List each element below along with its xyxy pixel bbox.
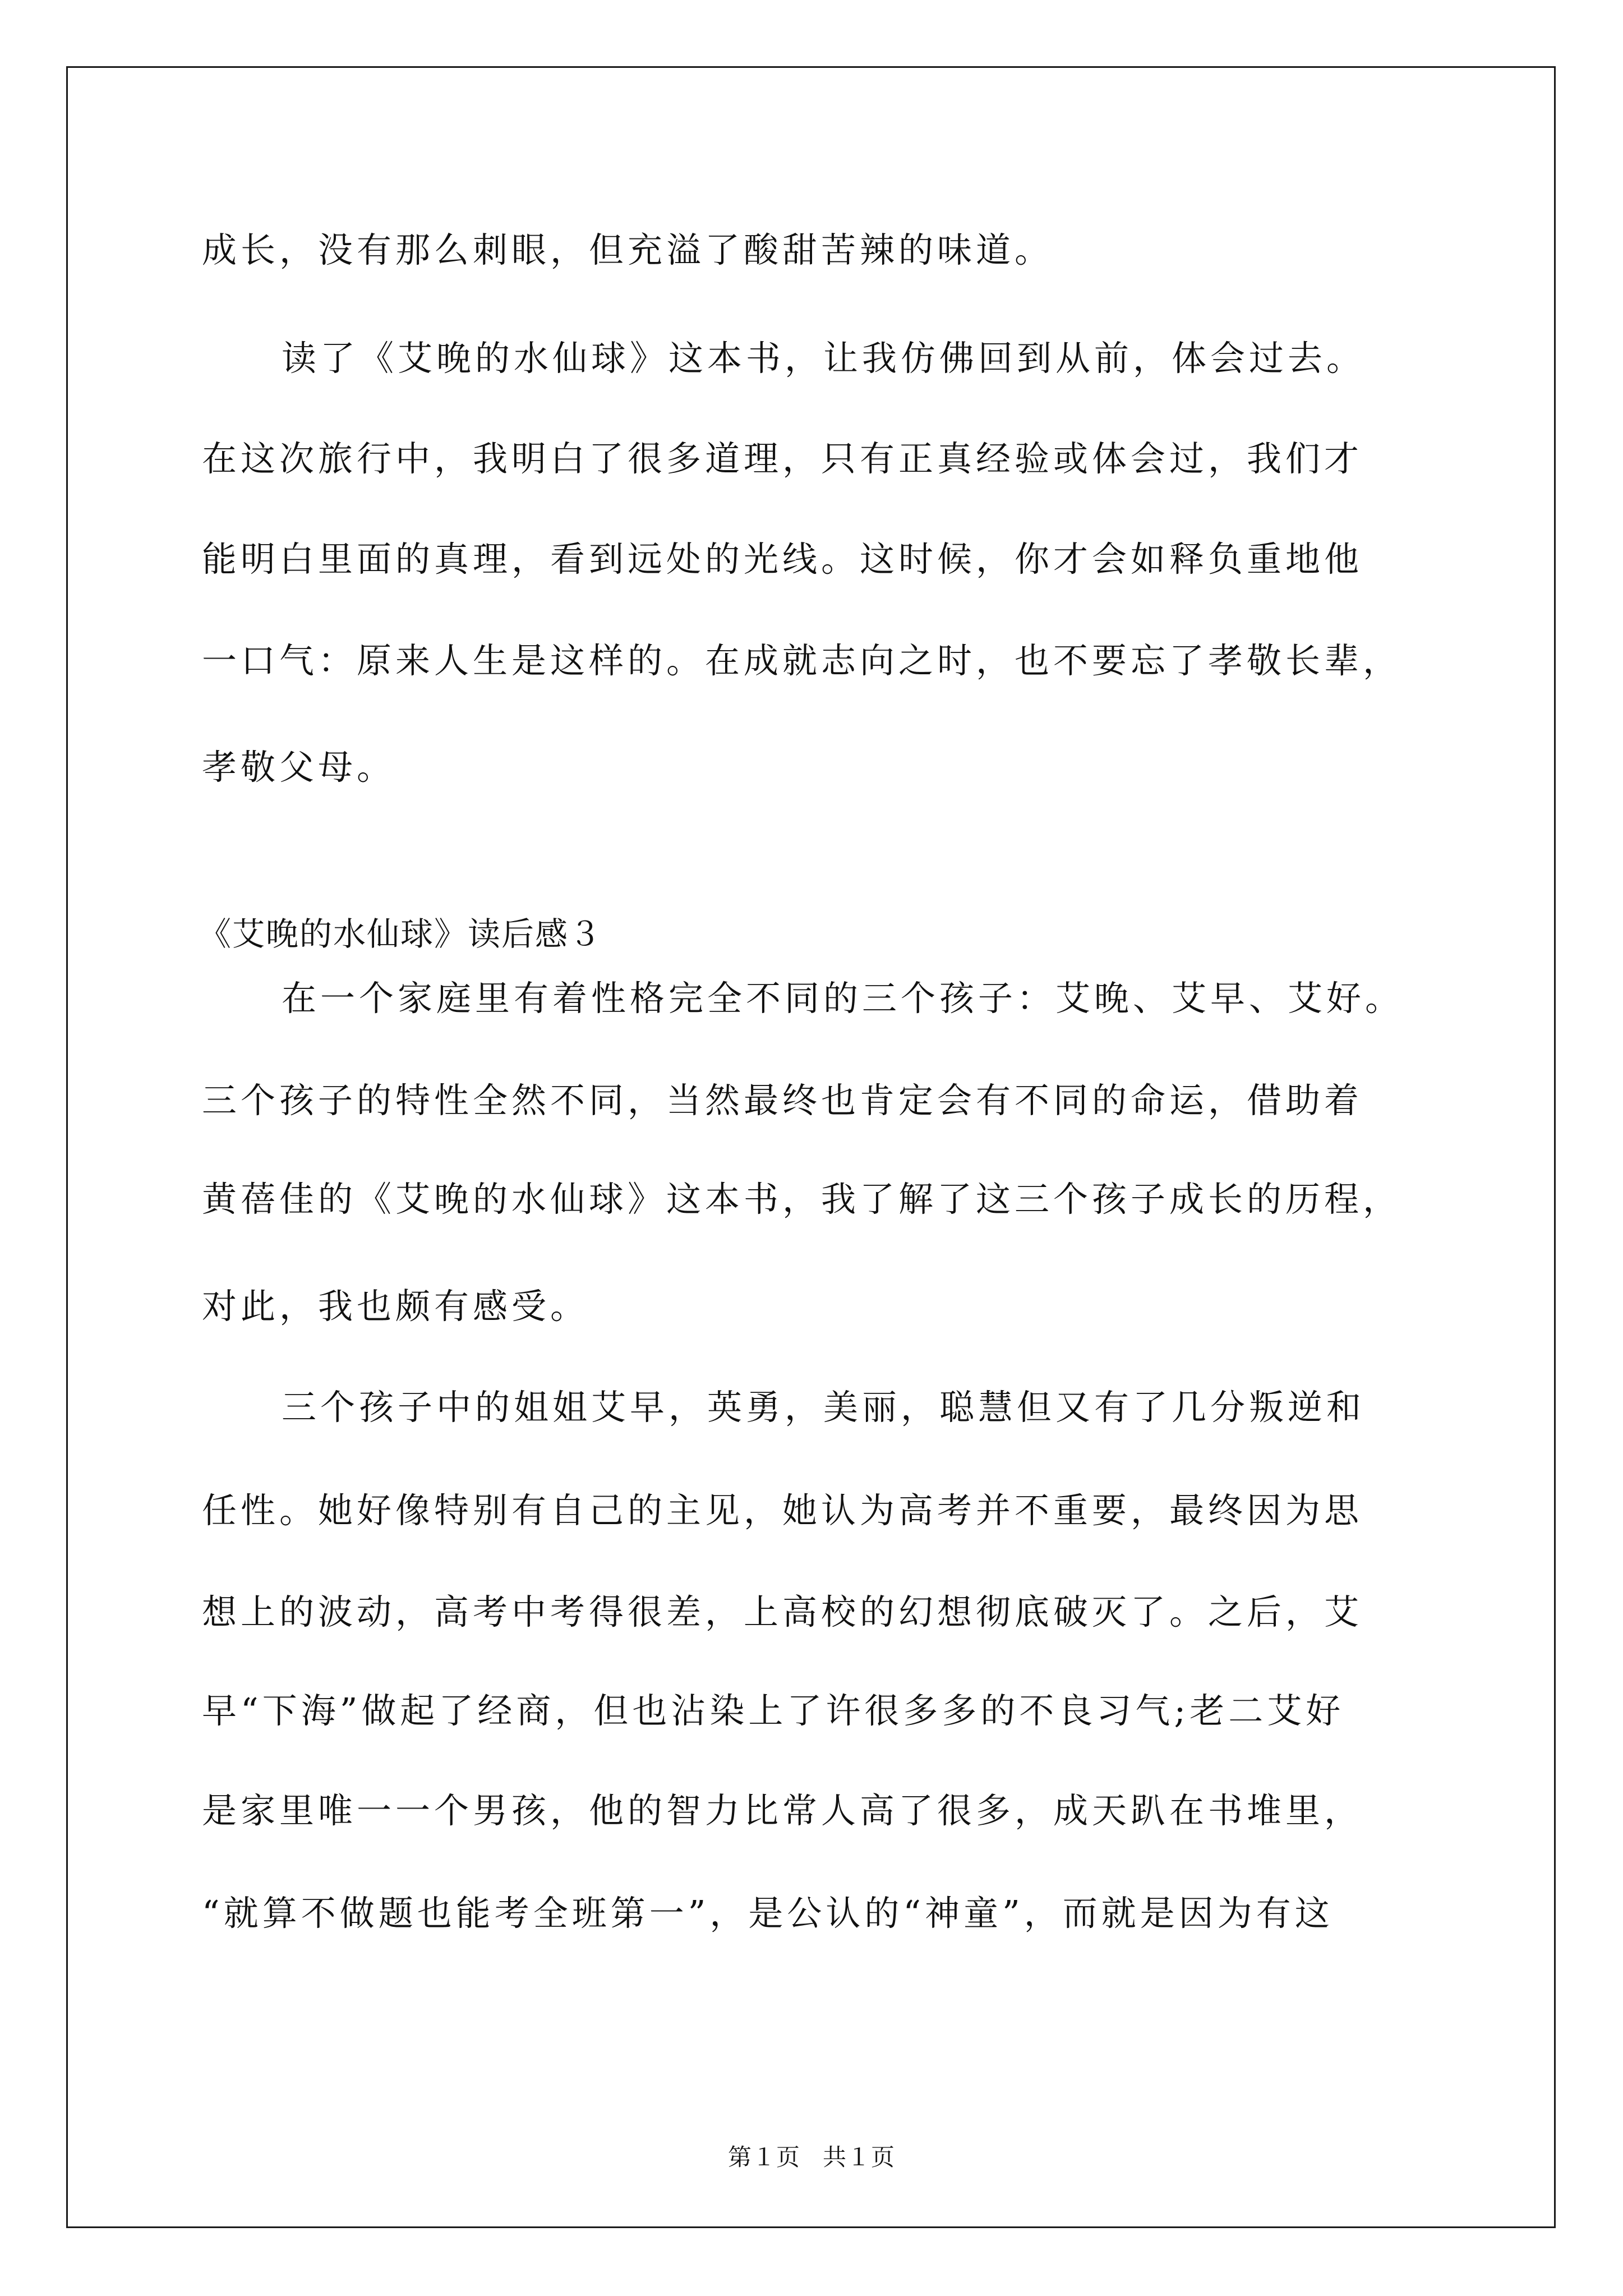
paragraph-line: 读了《艾晚的水仙球》这本书，让我仿佛回到从前，体会过去。: [282, 338, 1366, 379]
paragraph-line: 孝敬父母。: [202, 747, 396, 788]
page-total: 共１页: [823, 2143, 896, 2171]
paragraph-line: 三个孩子中的姐姐艾早，英勇，美丽，聪慧但又有了几分叛逆和: [282, 1387, 1366, 1428]
paragraph-line: 想上的波动，高考中考得很差，上高校的幻想彻底破灭了。之后，艾: [202, 1591, 1363, 1632]
page-number: 第１页: [727, 2143, 800, 2171]
paragraph-line: 是家里唯一一个男孩，他的智力比常人高了很多，成天趴在书堆里，: [202, 1790, 1363, 1831]
paragraph-line: 能明白里面的真理，看到远处的光线。这时候，你才会如释负重地他: [202, 539, 1363, 579]
paragraph-line: 任性。她好像特别有自己的主见，她认为高考并不重要，最终因为思: [202, 1490, 1363, 1531]
paragraph-line: 在一个家庭里有着性格完全不同的三个孩子：艾晚、艾早、艾好。: [282, 978, 1404, 1019]
page-footer: [0, 2143, 1623, 2171]
paragraph-line: 黄蓓佳的《艾晚的水仙球》这本书，我了解了这三个孩子成长的历程，: [202, 1179, 1402, 1220]
paragraph-line: 三个孩子的特性全然不同，当然最终也肯定会有不同的命运，借助着: [202, 1080, 1363, 1121]
paragraph-line: 一口气：原来人生是这样的。在成就志向之时，也不要忘了孝敬长辈，: [202, 640, 1402, 681]
section-title: 《艾晚的水仙球》读后感３: [199, 915, 603, 953]
paragraph-line: “就算不做题也能考全班第一”，是公认的“神童”，而就是因为有这: [202, 1893, 1334, 1934]
paragraph-line: 成长，没有那么刺眼，但充溢了酸甜苦辣的味道。: [202, 229, 1054, 270]
paragraph-line: 早“下海”做起了经商，但也沾染上了许很多多的不良习气;老二艾好: [202, 1690, 1345, 1731]
paragraph-line: 在这次旅行中，我明白了很多道理，只有正真经验或体会过，我们才: [202, 438, 1363, 479]
paragraph-line: 对此，我也颇有感受。: [202, 1286, 589, 1327]
